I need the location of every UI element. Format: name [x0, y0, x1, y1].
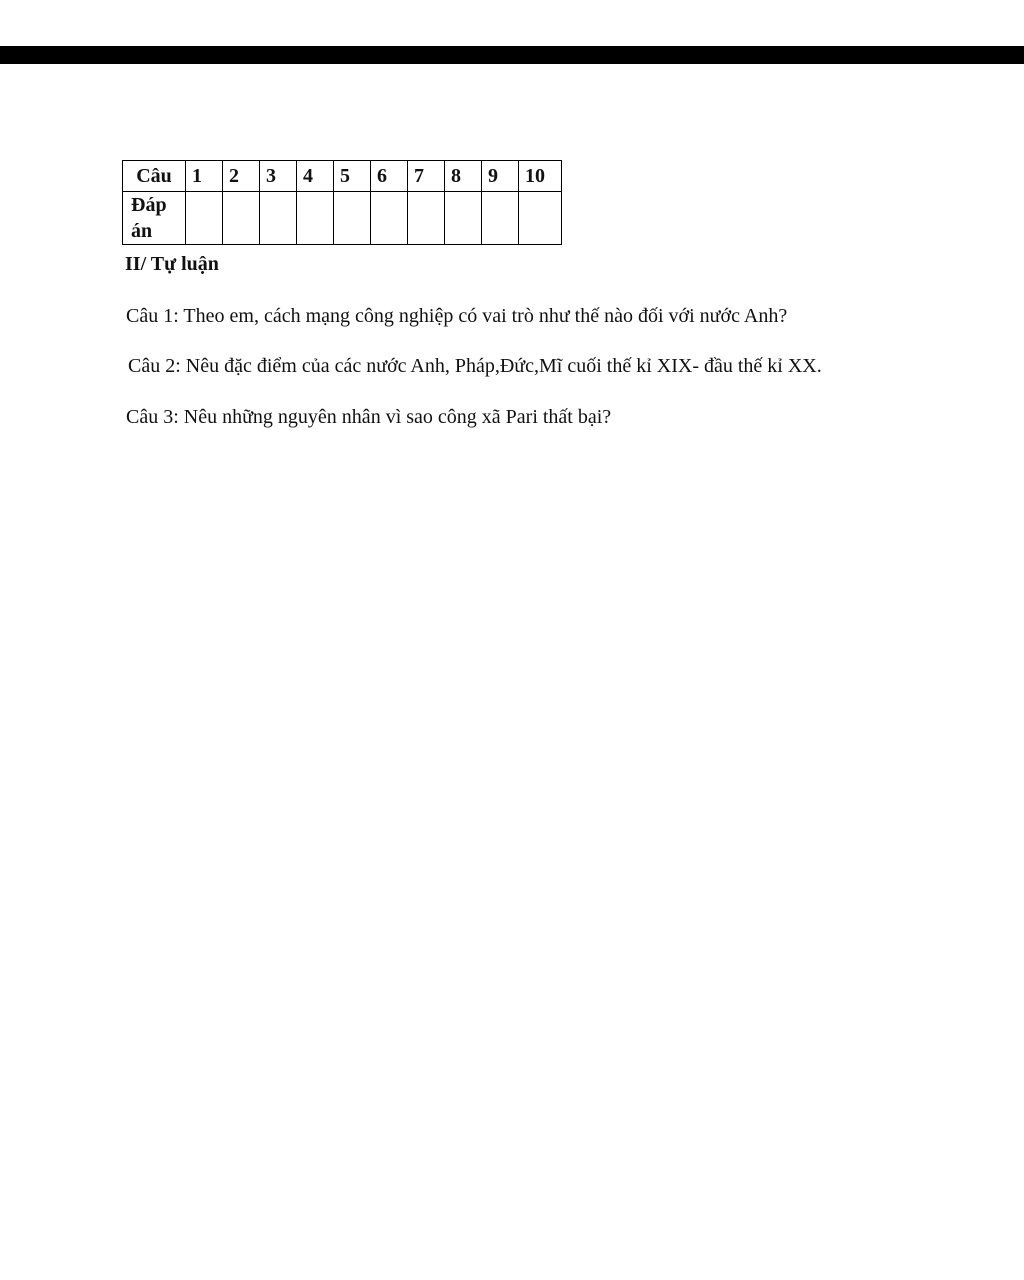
question-number-cell: 8	[445, 161, 482, 192]
answer-header-line1: Đáp	[131, 194, 167, 216]
answer-blank-cell	[482, 192, 519, 245]
question-number-cell: 6	[371, 161, 408, 192]
answer-blank-cell	[371, 192, 408, 245]
answer-blank-cell	[519, 192, 562, 245]
question-header-cell: Câu	[123, 161, 186, 192]
question-number-cell: 1	[186, 161, 223, 192]
question-number-cell: 9	[482, 161, 519, 192]
answer-blank-cell	[408, 192, 445, 245]
page-top-border	[0, 46, 1024, 64]
question-number-cell: 5	[334, 161, 371, 192]
answer-blank-cell	[186, 192, 223, 245]
essay-question-1: Câu 1: Theo em, cách mạng công nghiệp có vai trò như thế nào đối với nước Anh?	[126, 305, 788, 327]
answer-header-cell	[123, 192, 186, 245]
answer-blank-cell	[297, 192, 334, 245]
answer-grid-table	[122, 160, 562, 245]
answer-row	[123, 192, 562, 245]
answer-header-line2: án	[131, 220, 153, 242]
essay-question-3: Câu 3: Nêu những nguyên nhân vì sao công xã Pari thất bại?	[126, 406, 612, 428]
question-number-cell: 2	[223, 161, 260, 192]
answer-blank-cell	[223, 192, 260, 245]
question-number-cell: 4	[297, 161, 334, 192]
essay-question-2: Câu 2: Nêu đặc điểm của các nước Anh, Pháp,Đức,Mĩ cuối thế kỉ XIX- đầu thế kỉ XX.	[128, 355, 822, 377]
question-number-cell: 7	[408, 161, 445, 192]
answer-blank-cell	[334, 192, 371, 245]
question-number-cell: 10	[519, 161, 562, 192]
question-number-cell: 3	[260, 161, 297, 192]
essay-section-heading: II/ Tự luận	[125, 253, 219, 275]
answer-blank-cell	[260, 192, 297, 245]
question-number-row	[123, 161, 562, 192]
answer-blank-cell	[445, 192, 482, 245]
